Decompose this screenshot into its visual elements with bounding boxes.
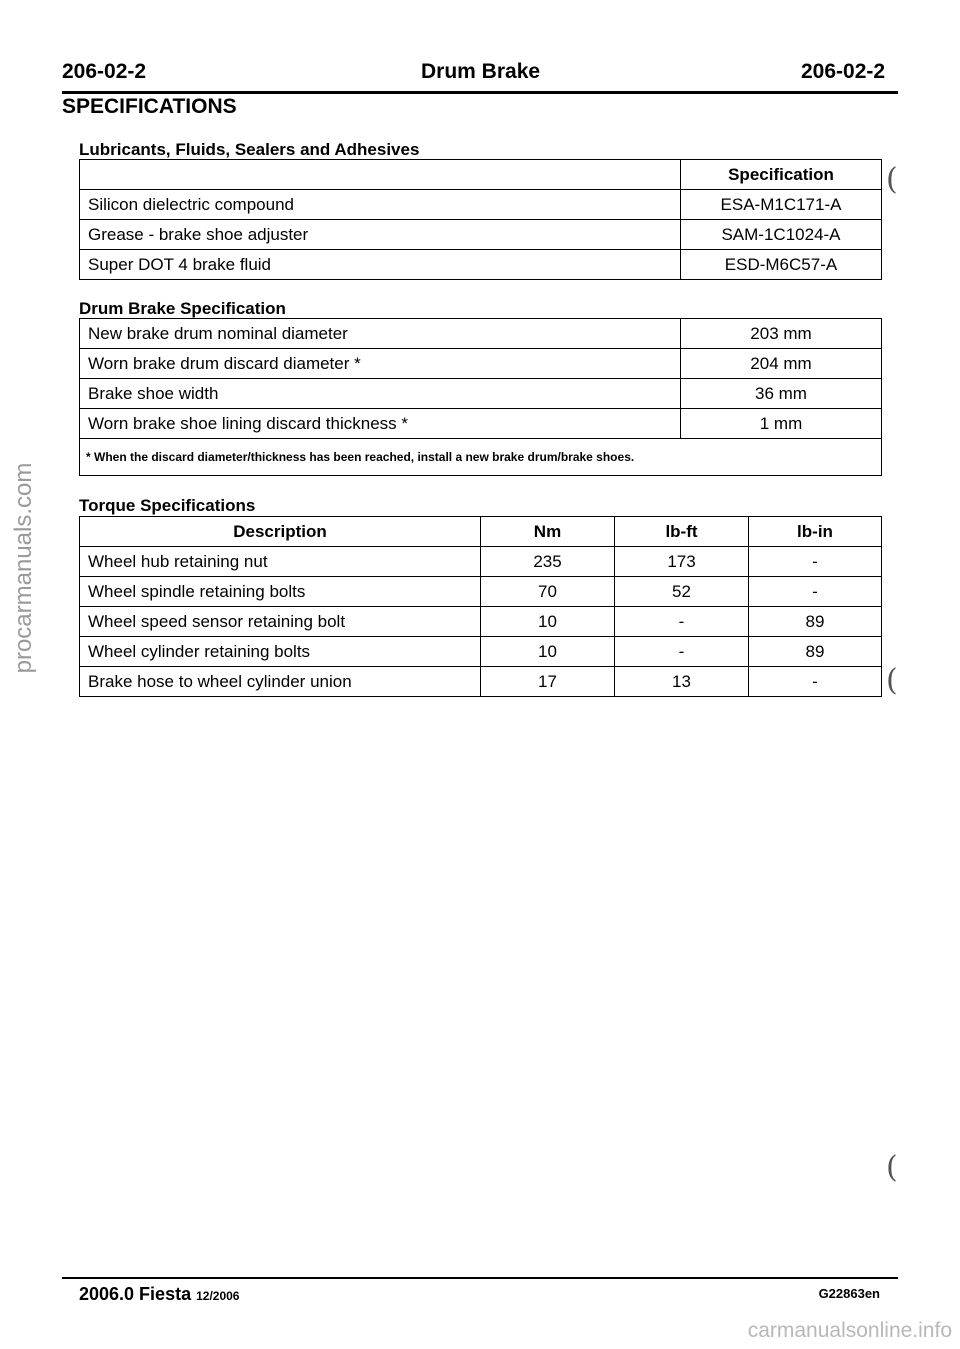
lb-ft-cell: - xyxy=(615,637,749,667)
margin-paren-mark: ( xyxy=(886,1150,898,1185)
table-row xyxy=(80,220,882,250)
description-cell: Wheel spindle retaining bolts xyxy=(80,577,481,607)
drum-spec-title: Drum Brake Specification xyxy=(79,299,286,318)
nm-cell: 235 xyxy=(481,547,615,577)
description-cell: Wheel hub retaining nut xyxy=(80,547,481,577)
lb-in-cell: - xyxy=(749,667,882,697)
header-right-code: 206-02-2 xyxy=(801,60,886,83)
margin-paren-mark: ( xyxy=(886,663,898,698)
header-cell-nm: Nm xyxy=(481,517,615,547)
lb-ft-cell: 173 xyxy=(615,547,749,577)
value-cell: 36 mm xyxy=(681,379,882,409)
table-row xyxy=(80,637,882,667)
side-watermark: procarmanuals.com xyxy=(10,462,37,674)
table-row xyxy=(80,547,882,577)
table-row xyxy=(80,577,882,607)
description-cell: Brake hose to wheel cylinder union xyxy=(80,667,481,697)
footer-model xyxy=(79,1284,239,1305)
drum-spec-table xyxy=(79,318,882,476)
table-row xyxy=(80,667,882,697)
value-cell: 1 mm xyxy=(681,409,882,439)
lb-in-cell: 89 xyxy=(749,607,882,637)
margin-paren-mark: ( xyxy=(886,162,898,197)
header-title: Drum Brake xyxy=(421,60,541,83)
table-row xyxy=(80,349,882,379)
spec-cell: ESD-M6C57-A xyxy=(681,250,882,280)
item-cell: Worn brake drum discard diameter * xyxy=(80,349,681,379)
lb-in-cell: - xyxy=(749,547,882,577)
header-cell-description: Description xyxy=(80,517,481,547)
lb-ft-cell: 52 xyxy=(615,577,749,607)
footer-rule xyxy=(62,1277,898,1279)
table-header-row xyxy=(80,517,882,547)
lubricants-title: Lubricants, Fluids, Sealers and Adhesives xyxy=(79,140,420,159)
table-header-row xyxy=(80,160,882,190)
nm-cell: 70 xyxy=(481,577,615,607)
table-row xyxy=(80,379,882,409)
value-cell: 204 mm xyxy=(681,349,882,379)
lb-in-cell: 89 xyxy=(749,637,882,667)
lb-ft-cell: 13 xyxy=(615,667,749,697)
note-row xyxy=(80,439,882,476)
nm-cell: 17 xyxy=(481,667,615,697)
lb-in-cell: - xyxy=(749,577,882,607)
header-cell-lb-in: lb-in xyxy=(749,517,882,547)
spec-cell: ESA-M1C171-A xyxy=(681,190,882,220)
table-row xyxy=(80,607,882,637)
item-cell: Silicon dielectric compound xyxy=(80,190,681,220)
footer-model-name: 2006.0 Fiesta xyxy=(79,1284,192,1304)
lb-ft-cell: - xyxy=(615,607,749,637)
discard-note: * When the discard diameter/thickness has been reached, install a new brake drum/brake shoes. xyxy=(80,439,882,476)
nm-cell: 10 xyxy=(481,607,615,637)
description-cell: Wheel cylinder retaining bolts xyxy=(80,637,481,667)
item-cell: Grease - brake shoe adjuster xyxy=(80,220,681,250)
header-cell-blank xyxy=(80,160,681,190)
torque-title: Torque Specifications xyxy=(79,496,256,515)
table-row xyxy=(80,250,882,280)
table-row xyxy=(80,190,882,220)
value-cell: 203 mm xyxy=(681,319,882,349)
lubricants-table xyxy=(79,159,882,280)
item-cell: Worn brake shoe lining discard thickness * xyxy=(80,409,681,439)
table-row xyxy=(80,409,882,439)
header-rule xyxy=(62,91,898,94)
section-title: SPECIFICATIONS xyxy=(62,95,237,118)
torque-table xyxy=(79,516,882,697)
header-cell-specification: Specification xyxy=(681,160,882,190)
footer-code: G22863en xyxy=(818,1286,880,1301)
item-cell: New brake drum nominal diameter xyxy=(80,319,681,349)
description-cell: Wheel speed sensor retaining bolt xyxy=(80,607,481,637)
bottom-watermark: carmanualsonline.info xyxy=(747,1319,952,1342)
nm-cell: 10 xyxy=(481,637,615,667)
footer-date: 12/2006 xyxy=(196,1289,240,1303)
spec-cell: SAM-1C1024-A xyxy=(681,220,882,250)
header-left-code: 206-02-2 xyxy=(62,60,147,83)
table-row xyxy=(80,319,882,349)
item-cell: Brake shoe width xyxy=(80,379,681,409)
item-cell: Super DOT 4 brake fluid xyxy=(80,250,681,280)
header-cell-lb-ft: lb-ft xyxy=(615,517,749,547)
